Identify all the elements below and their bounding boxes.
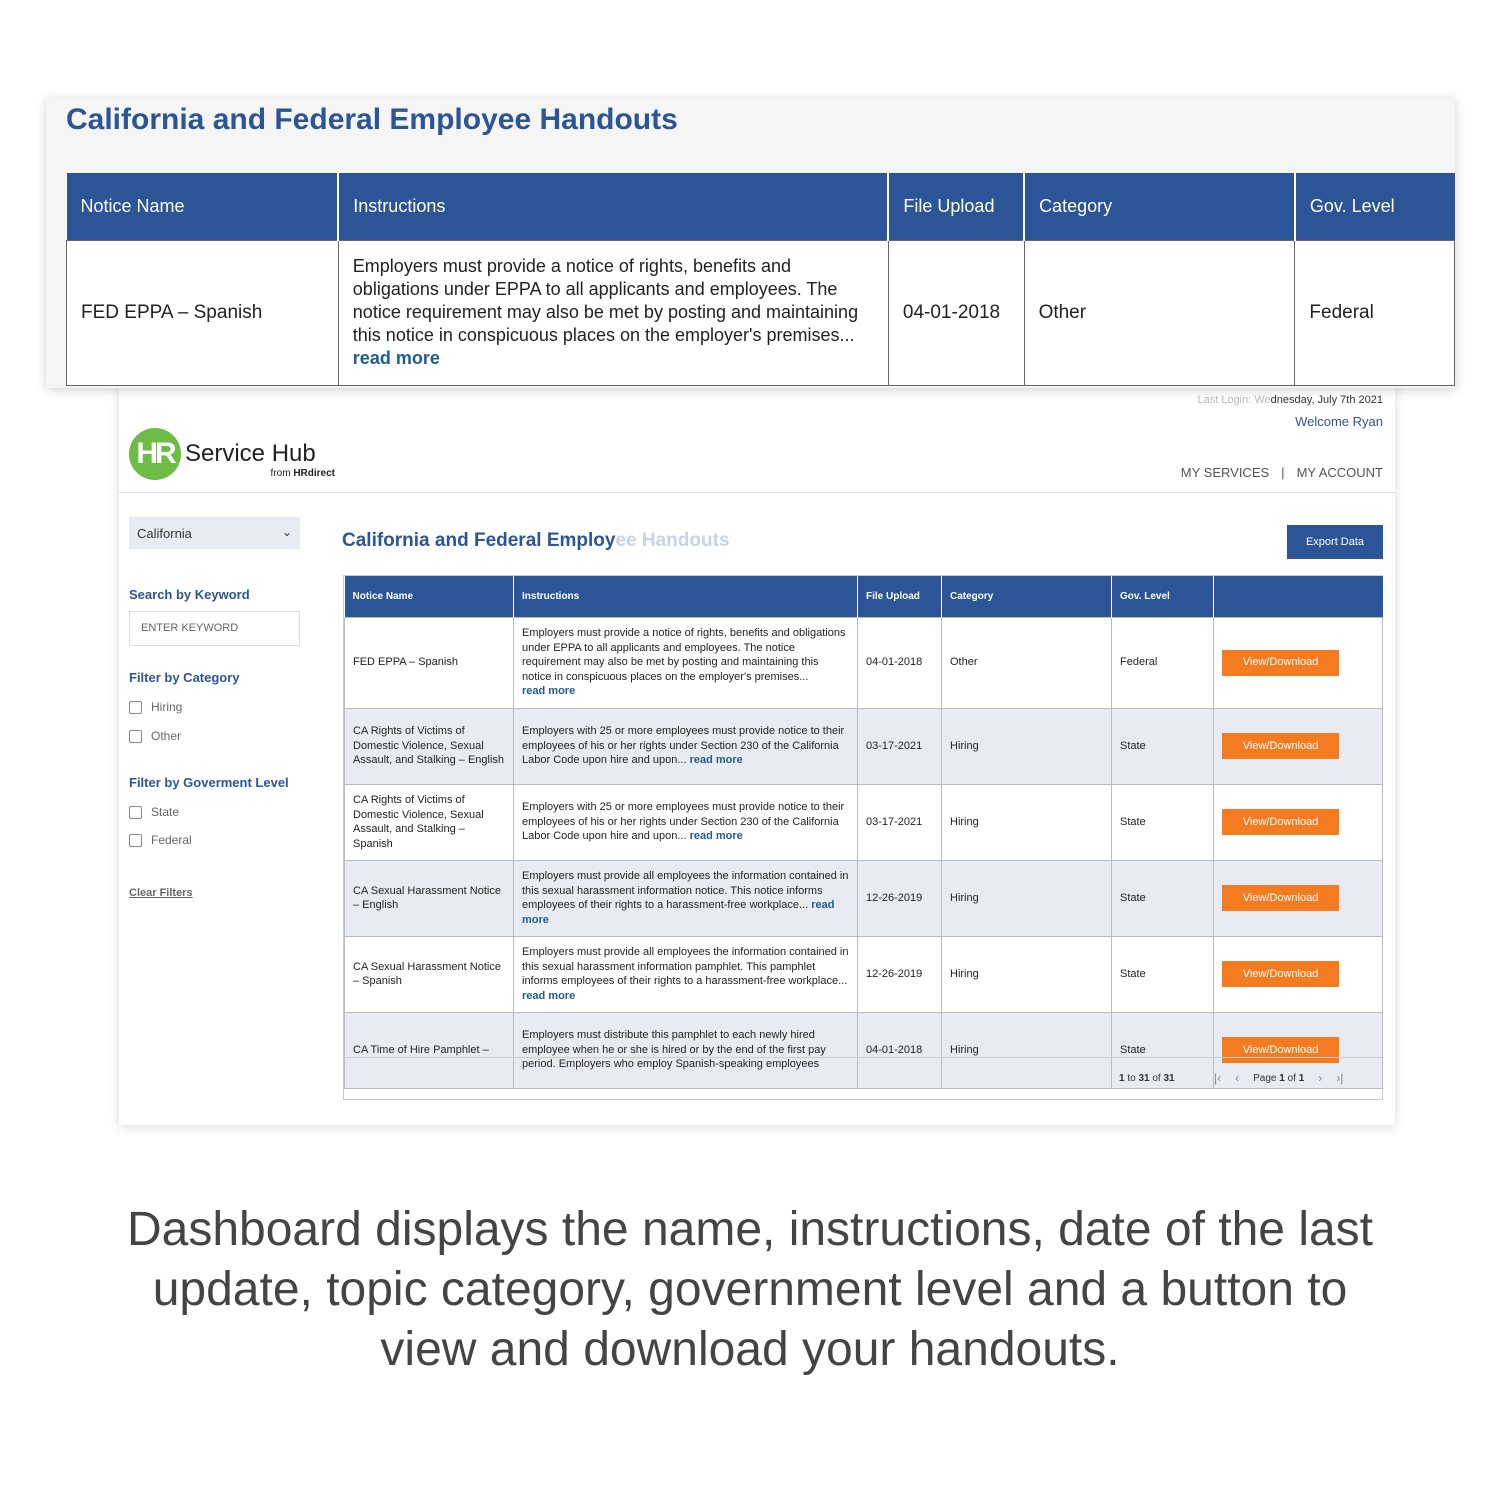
page-title: California and Federal Employee Handouts bbox=[342, 530, 730, 551]
last-login-value: dnesday, July 7th 2021 bbox=[1270, 394, 1383, 406]
checkbox-icon bbox=[129, 701, 142, 714]
col-gov-level[interactable]: Gov. Level bbox=[1112, 576, 1214, 617]
cell-gov-level: State bbox=[1112, 784, 1214, 860]
cell-category: Hiring bbox=[942, 784, 1112, 860]
cell-category: Hiring bbox=[942, 936, 1112, 1012]
read-more-link[interactable]: read more bbox=[522, 989, 576, 1002]
filter-federal-checkbox[interactable]: Federal bbox=[129, 833, 192, 847]
logo-from: from HRdirect bbox=[270, 468, 335, 479]
zoom-gov-level: Federal bbox=[1295, 240, 1455, 385]
table-row bbox=[345, 860, 1383, 936]
record-count: 1 to 31 of 31 bbox=[1119, 1073, 1175, 1084]
last-login-label: Last Login: We bbox=[1197, 394, 1271, 406]
filter-other-checkbox[interactable]: Other bbox=[129, 729, 181, 743]
cell-gov-level: State bbox=[1112, 1012, 1214, 1088]
hr-logo-icon: HR bbox=[129, 428, 181, 480]
nav-my-services[interactable]: MY SERVICES bbox=[1180, 465, 1270, 480]
zoom-file-upload: 04-01-2018 bbox=[888, 240, 1024, 385]
cell-file-upload: 04-01-2018 bbox=[858, 1012, 942, 1088]
cell-notice-name: CA Rights of Victims of Domestic Violence, Sexual Assault, and Stalking – English bbox=[345, 708, 514, 784]
checkbox-icon bbox=[129, 730, 142, 743]
prev-page-icon[interactable]: ‹ bbox=[1235, 1071, 1240, 1085]
view-download-button[interactable]: View/Download bbox=[1222, 1037, 1339, 1063]
view-download-button[interactable]: View/Download bbox=[1222, 885, 1339, 911]
nav-separator: | bbox=[1281, 465, 1285, 480]
caption: Dashboard displays the name, instructions, date of the last update, topic category, government level and a button to view and download your handouts. bbox=[126, 1203, 1374, 1376]
state-select[interactable] bbox=[129, 517, 300, 549]
cell-instructions: Employers must provide all employees the information contained in this sexual harassment information notice. This notice informs employees of their rights to a harassment-free workplace... read more bbox=[514, 860, 858, 936]
cell-notice-name: CA Time of Hire Pamphlet – bbox=[345, 1012, 514, 1088]
zoom-col-gov-level: Gov. Level bbox=[1295, 173, 1455, 240]
cell-file-upload: 12-26-2019 bbox=[858, 860, 942, 936]
zoom-instructions bbox=[338, 240, 888, 385]
cell-category: Hiring bbox=[942, 1012, 1112, 1088]
welcome-user[interactable]: Welcome Ryan bbox=[1295, 414, 1383, 429]
cell-instructions: Employers must distribute this pamphlet to each newly hired employee when he or she is hired or by the end of the first pay period. Employers who employ Spanish-speaking employees bbox=[514, 1012, 858, 1088]
zoom-table bbox=[66, 173, 1455, 386]
zoom-callout bbox=[46, 98, 1455, 388]
zoom-col-instructions: Instructions bbox=[338, 173, 888, 240]
filter-hiring-checkbox[interactable]: Hiring bbox=[129, 700, 182, 714]
zoom-title: California and Federal Employee Handouts bbox=[66, 103, 678, 136]
col-file-upload[interactable]: File Upload bbox=[858, 576, 942, 617]
last-login bbox=[1197, 394, 1383, 406]
logo-brand: HRdirect bbox=[293, 468, 335, 479]
cell-gov-level: Federal bbox=[1112, 617, 1214, 708]
view-download-button[interactable]: View/Download bbox=[1222, 650, 1339, 676]
cell-file-upload: 12-26-2019 bbox=[858, 936, 942, 1012]
category-filter-heading: Filter by Category bbox=[129, 670, 240, 685]
cell-category: Hiring bbox=[942, 860, 1112, 936]
checkbox-icon bbox=[129, 834, 142, 847]
view-download-button[interactable]: View/Download bbox=[1222, 733, 1339, 759]
cell-notice-name: CA Rights of Victims of Domestic Violence, Sexual Assault, and Stalking – Spanish bbox=[345, 784, 514, 860]
zoom-instructions-text: Employers must provide a notice of rights, benefits and obligations under EPPA to all applicants and employees. The notice requirement may also be met by posting and maintaining this notice in conspicuous places on the employer's premises... bbox=[352, 256, 859, 345]
zoom-notice-name: FED EPPA – Spanish bbox=[67, 240, 339, 385]
first-page-icon[interactable]: |‹ bbox=[1214, 1071, 1222, 1085]
state-select-value: California bbox=[137, 526, 192, 541]
cell-instructions: Employers must provide all employees the information contained in this sexual harassment information pamphlet. This pamphlet informs employees of their rights to a harassment-free workplace... read more bbox=[514, 936, 858, 1012]
filter-state-checkbox[interactable]: State bbox=[129, 805, 179, 819]
grid-body[interactable] bbox=[344, 576, 1382, 1071]
cell-gov-level: State bbox=[1112, 860, 1214, 936]
view-download-button[interactable]: View/Download bbox=[1222, 809, 1339, 835]
table-row bbox=[345, 617, 1383, 708]
cell-notice-name: CA Sexual Harassment Notice – English bbox=[345, 860, 514, 936]
zoom-read-more-link[interactable]: read more bbox=[352, 348, 440, 368]
header-divider bbox=[119, 492, 1395, 493]
zoom-col-category: Category bbox=[1024, 173, 1295, 240]
keyword-input[interactable]: ENTER KEYWORD bbox=[129, 611, 300, 646]
zoom-category: Other bbox=[1024, 240, 1295, 385]
table-row bbox=[345, 936, 1383, 1012]
read-more-link[interactable]: read more bbox=[689, 754, 743, 767]
cell-notice-name: CA Sexual Harassment Notice – Spanish bbox=[345, 936, 514, 1012]
last-page-icon[interactable]: ›| bbox=[1336, 1071, 1344, 1085]
cell-instructions: Employers with 25 or more employees must provide notice to their employees of his or her rights under Section 230 of the California Labor Code upon hire and upon... read more bbox=[514, 708, 858, 784]
cell-instructions: Employers with 25 or more employees must provide notice to their employees of his or her rights under Section 230 of the California Labor Code upon hire and upon... read more bbox=[514, 784, 858, 860]
cell-gov-level: State bbox=[1112, 708, 1214, 784]
export-data-button[interactable]: Export Data bbox=[1287, 525, 1383, 559]
level-filter-heading: Filter by Goverment Level bbox=[129, 775, 289, 790]
logo[interactable] bbox=[129, 428, 335, 480]
cell-category: Other bbox=[942, 617, 1112, 708]
read-more-link[interactable]: read more bbox=[522, 899, 835, 926]
page-indicator: Page 1 of 1 bbox=[1253, 1072, 1305, 1084]
col-notice-name[interactable]: Notice Name bbox=[345, 576, 514, 617]
nav-my-account[interactable]: MY ACCOUNT bbox=[1296, 465, 1383, 480]
zoom-table-row bbox=[67, 240, 1455, 385]
col-instructions[interactable]: Instructions bbox=[514, 576, 858, 617]
next-page-icon[interactable]: › bbox=[1318, 1071, 1323, 1085]
col-category[interactable]: Category bbox=[942, 576, 1112, 617]
table-row bbox=[345, 784, 1383, 860]
cell-notice-name: FED EPPA – Spanish bbox=[345, 617, 514, 708]
table-row bbox=[345, 708, 1383, 784]
cell-file-upload: 04-01-2018 bbox=[858, 617, 942, 708]
read-more-link[interactable]: read more bbox=[522, 685, 576, 698]
cell-file-upload: 03-17-2021 bbox=[858, 784, 942, 860]
app-screenshot bbox=[119, 380, 1395, 1125]
cell-category: Hiring bbox=[942, 708, 1112, 784]
top-nav bbox=[1181, 465, 1383, 480]
read-more-link[interactable]: read more bbox=[689, 830, 743, 843]
pagination bbox=[344, 1057, 1382, 1099]
cell-gov-level: State bbox=[1112, 936, 1214, 1012]
checkbox-icon bbox=[129, 806, 142, 819]
zoom-col-file-upload: File Upload bbox=[888, 173, 1024, 240]
clear-filters-link[interactable]: Clear Filters bbox=[129, 887, 193, 899]
logo-name: Service Hub bbox=[185, 440, 316, 467]
cell-instructions: Employers must provide a notice of rights, benefits and obligations under EPPA to all applicants and employees. The notice requirement may also be met by posting and maintaining this notice in conspicuous places on the employer's premises... read more bbox=[514, 617, 858, 708]
handouts-grid bbox=[343, 575, 1383, 1100]
cell-file-upload: 03-17-2021 bbox=[858, 708, 942, 784]
search-heading: Search by Keyword bbox=[129, 587, 250, 602]
col-actions bbox=[1214, 576, 1383, 617]
chevron-down-icon: ⌄ bbox=[281, 525, 292, 539]
zoom-col-notice-name: Notice Name bbox=[67, 173, 339, 240]
view-download-button[interactable]: View/Download bbox=[1222, 961, 1339, 987]
